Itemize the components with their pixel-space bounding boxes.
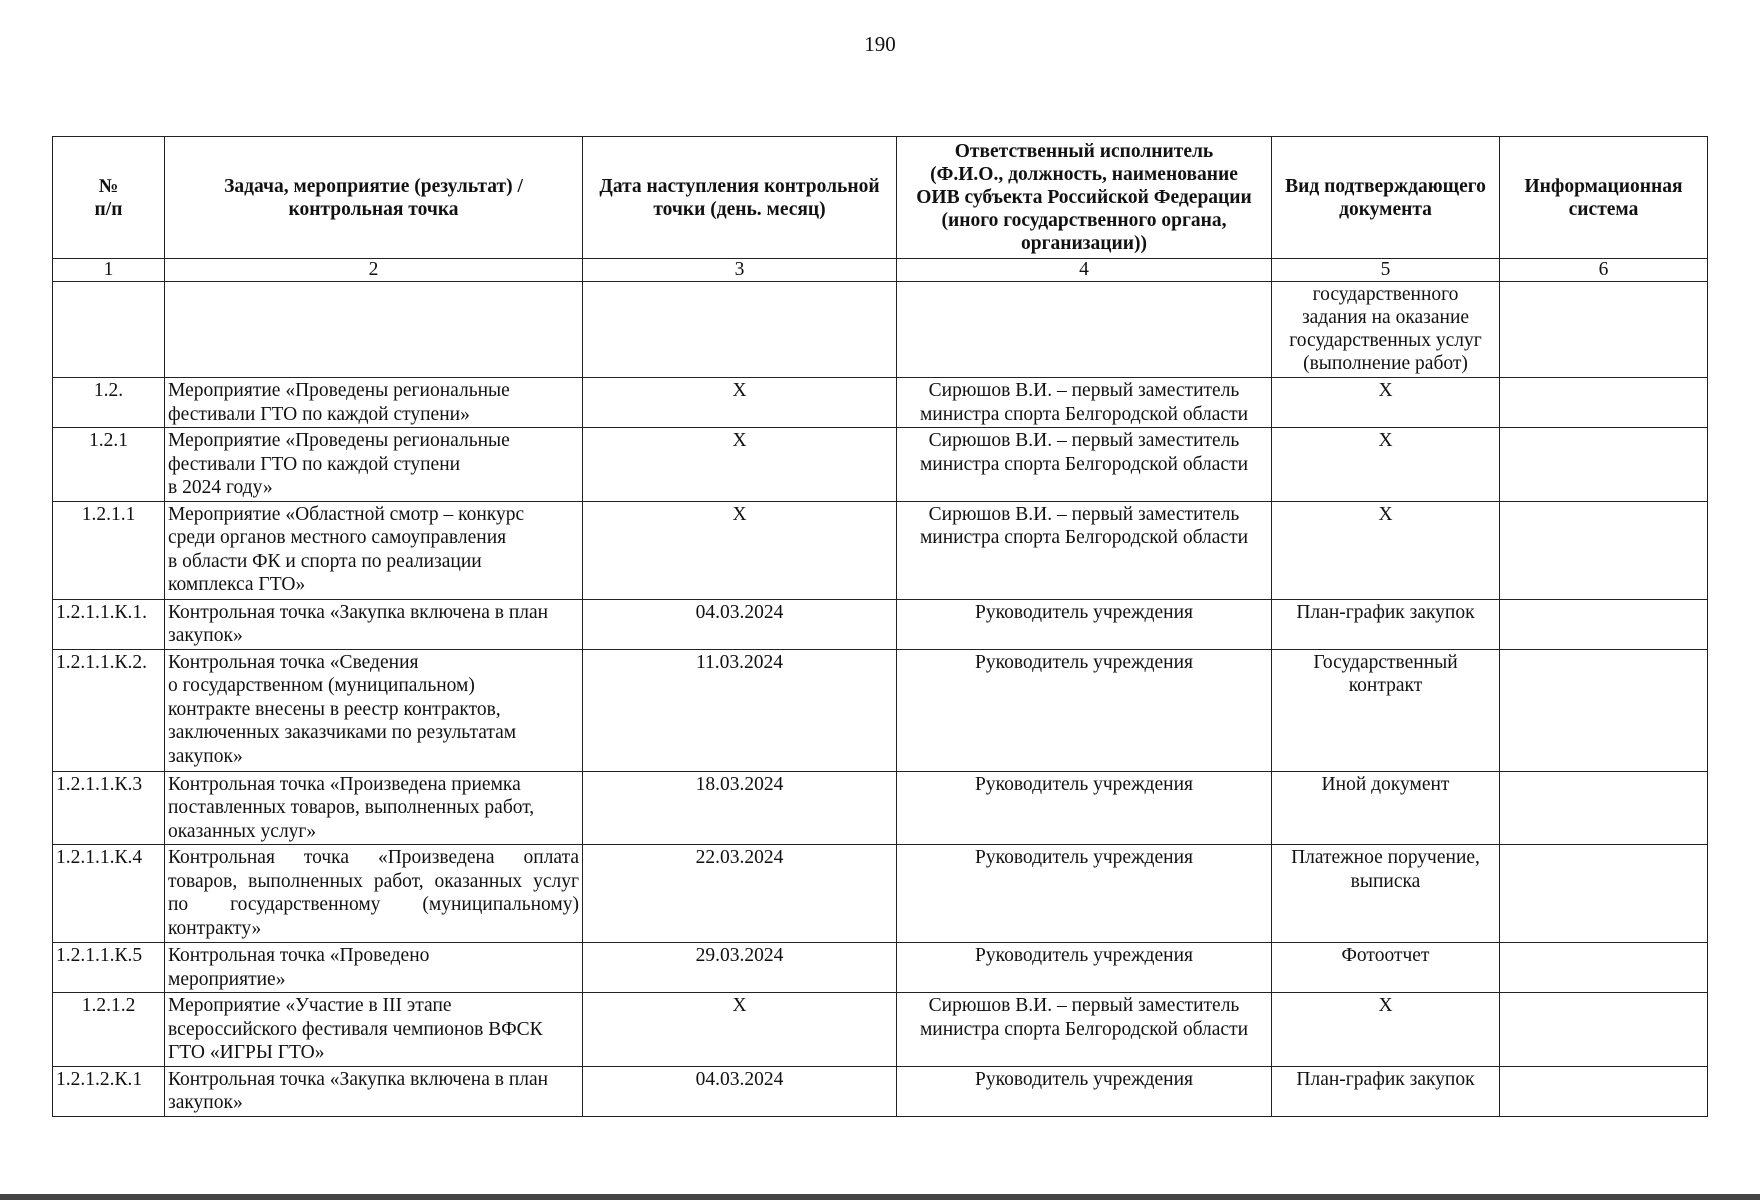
row-number: 1.2.1 [53,428,165,502]
header-row [53,137,1708,259]
row-number: 1.2.1.1.К.3 [53,771,165,845]
row-document: X [1272,428,1500,502]
row-system [1500,501,1708,599]
table-row [53,993,1708,1067]
row-system [1500,282,1708,378]
page-number: 190 [864,32,896,56]
table-row [53,943,1708,993]
header-document: Вид подтверждающего документа [1272,137,1500,259]
row-task: Контрольная точка «Произведена оплата товаров, выполненных работ, оказанных услуг по государственному (муниципальному) контракту» [165,845,583,943]
column-number: 3 [583,259,897,282]
row-responsible: Руководитель учреждения [897,649,1272,771]
row-document: государственного задания на оказание государственных услуг (выполнение работ) [1272,282,1500,378]
row-date: 18.03.2024 [583,771,897,845]
row-system [1500,943,1708,993]
row-task: Контрольная точка «Сведения о государственном (муниципальном) контракте внесены в реестр контрактов, заключенных заказчиками по результатам закупок» [165,649,583,771]
row-task: Контрольная точка «Закупка включена в план закупок» [165,599,583,649]
row-document: X [1272,993,1500,1067]
row-date: X [583,428,897,502]
row-document: Государственный контракт [1272,649,1500,771]
row-task: Мероприятие «Участие в III этапе всероссийского фестиваля чемпионов ВФСК ГТО «ИГРЫ ГТО» [165,993,583,1067]
row-system [1500,428,1708,502]
row-responsible: Руководитель учреждения [897,845,1272,943]
row-date [583,282,897,378]
row-responsible: Сирюшов В.И. – первый заместитель министра спорта Белгородской области [897,378,1272,428]
row-document: Иной документ [1272,771,1500,845]
row-system [1500,771,1708,845]
row-number: 1.2.1.2 [53,993,165,1067]
row-responsible: Сирюшов В.И. – первый заместитель министра спорта Белгородской области [897,428,1272,502]
table-row [53,845,1708,943]
header-task: Задача, мероприятие (результат) / контрольная точка [165,137,583,259]
row-responsible: Руководитель учреждения [897,599,1272,649]
table-row [53,599,1708,649]
row-task: Контрольная точка «Проведено мероприятие» [165,943,583,993]
row-document: План-график закупок [1272,599,1500,649]
table-row [53,649,1708,771]
row-date: 29.03.2024 [583,943,897,993]
header-responsible: Ответственный исполнитель (Ф.И.О., должность, наименование ОИВ субъекта Российской Федерации (иного государственного органа, организации)) [897,137,1272,259]
row-task: Мероприятие «Областной смотр – конкурс среди органов местного самоуправления в области ФК и спорта по реализации комплекса ГТО» [165,501,583,599]
column-numbers-row [53,259,1708,282]
row-responsible [897,282,1272,378]
row-date: 04.03.2024 [583,599,897,649]
row-task: Мероприятие «Проведены региональные фестивали ГТО по каждой ступени в 2024 году» [165,428,583,502]
column-number: 2 [165,259,583,282]
row-document: X [1272,501,1500,599]
header-date: Дата наступления контрольной точки (день. месяц) [583,137,897,259]
row-document: X [1272,378,1500,428]
row-date: 11.03.2024 [583,649,897,771]
table-row [53,282,1708,378]
row-date: 22.03.2024 [583,845,897,943]
row-document: Фотоотчет [1272,943,1500,993]
row-responsible: Сирюшов В.И. – первый заместитель министра спорта Белгородской области [897,993,1272,1067]
table-row [53,1066,1708,1116]
scan-edge-bar [0,1194,1760,1200]
row-responsible: Руководитель учреждения [897,943,1272,993]
header-number: № п/п [53,137,165,259]
row-date: 04.03.2024 [583,1066,897,1116]
row-system [1500,1066,1708,1116]
row-system [1500,599,1708,649]
row-number [53,282,165,378]
row-number: 1.2.1.1.К.4 [53,845,165,943]
row-number: 1.2.1.1.К.2. [53,649,165,771]
table-row [53,378,1708,428]
row-document: План-график закупок [1272,1066,1500,1116]
column-number: 1 [53,259,165,282]
row-number: 1.2.1.1.К.5 [53,943,165,993]
control-points-table [52,136,1708,1117]
row-responsible: Руководитель учреждения [897,771,1272,845]
table-row [53,428,1708,502]
row-date: X [583,993,897,1067]
column-number: 6 [1500,259,1708,282]
row-task [165,282,583,378]
row-task: Контрольная точка «Произведена приемка поставленных товаров, выполненных работ, оказанных услуг» [165,771,583,845]
row-system [1500,378,1708,428]
row-date: X [583,378,897,428]
row-number: 1.2.1.2.К.1 [53,1066,165,1116]
header-system: Информационная система [1500,137,1708,259]
column-number: 4 [897,259,1272,282]
column-number: 5 [1272,259,1500,282]
row-responsible: Сирюшов В.И. – первый заместитель министра спорта Белгородской области [897,501,1272,599]
row-date: X [583,501,897,599]
row-number: 1.2. [53,378,165,428]
table-row [53,771,1708,845]
row-document: Платежное поручение, выписка [1272,845,1500,943]
row-task: Мероприятие «Проведены региональные фестивали ГТО по каждой ступени» [165,378,583,428]
row-responsible: Руководитель учреждения [897,1066,1272,1116]
row-number: 1.2.1.1 [53,501,165,599]
row-system [1500,845,1708,943]
row-number: 1.2.1.1.К.1. [53,599,165,649]
table-row [53,501,1708,599]
row-task: Контрольная точка «Закупка включена в план закупок» [165,1066,583,1116]
row-system [1500,649,1708,771]
row-system [1500,993,1708,1067]
